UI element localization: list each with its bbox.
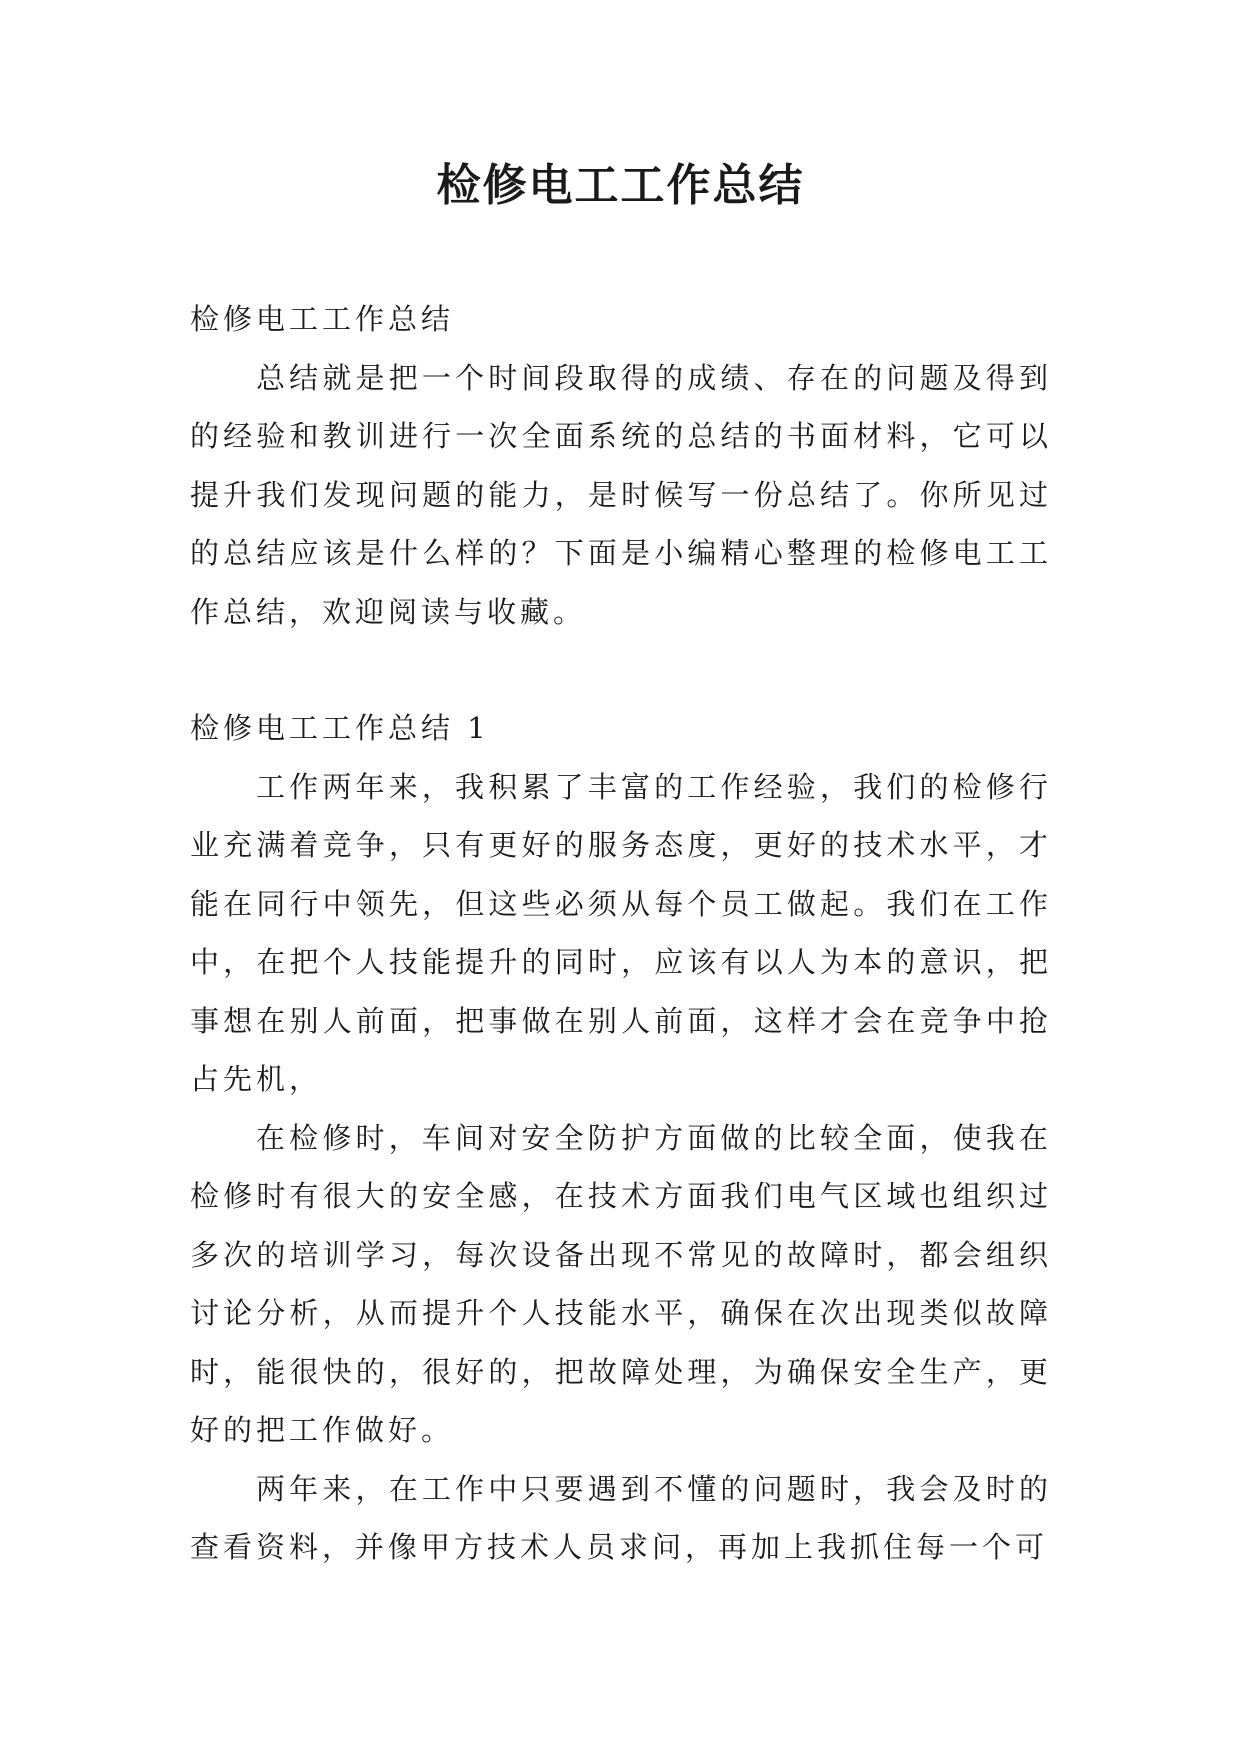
document-body (190, 290, 1052, 1577)
body-paragraph: 工作两年来，我积累了丰富的工作经验，我们的检修行业充满着竞争，只有更好的服务态度，更好的技术水平，才能在同行中领先，但这些必须从每个员工做起。我们在工作中，在把个人技能提升的同时，应该有以人为本的意识，把事想在别人前面，把事做在别人前面，这样才会在竞争中抢占先机， (190, 769, 1052, 1096)
body-paragraph: 在检修时，车间对安全防护方面做的比较全面，使我在检修时有很大的安全感，在技术方面我们电气区域也组织过多次的培训学习，每次设备出现不常见的故障时，都会组织讨论分析，从而提升个人技能水平，确保在次出现类似故障时，能很快的，很好的，把故障处理，为确保安全生产，更好的把工作做好。 (190, 1120, 1052, 1447)
section-heading: 检修电工工作总结 1 (190, 711, 490, 745)
document-subtitle: 检修电工工作总结 (190, 302, 455, 336)
body-paragraph: 两年来，在工作中只要遇到不懂的问题时，我会及时的查看资料，并像甲方技术人员求问，再加上我抓住每一个可 (190, 1471, 1052, 1564)
document-title: 检修电工工作总结 (436, 160, 805, 211)
intro-paragraph: 总结就是把一个时间段取得的成绩、存在的问题及得到的经验和教训进行一次全面系统的总结的书面材料，它可以提升我们发现问题的能力，是时候写一份总结了。你所见过的总结应该是什么样的？下面是小编精心整理的检修电工工作总结，欢迎阅读与收藏。 (190, 360, 1052, 629)
section-spacer (190, 641, 1052, 699)
